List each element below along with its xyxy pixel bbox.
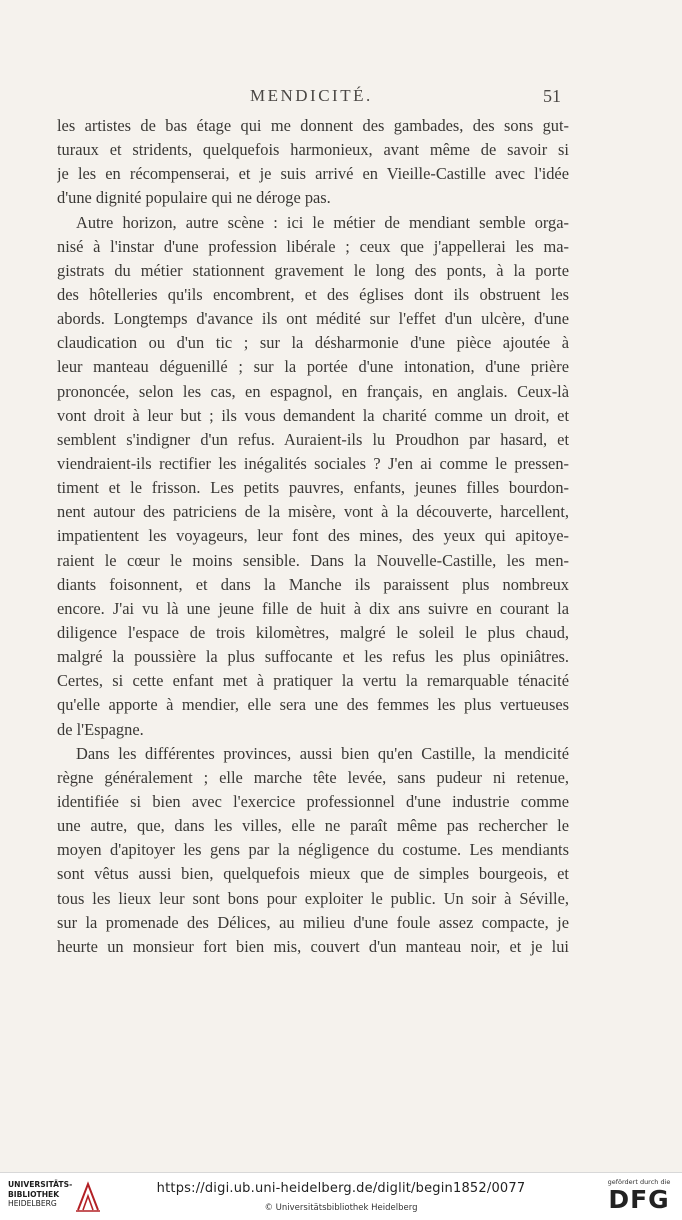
text-line: je les en récompenserai, et je suis arrivé en Vieille-Castille avec l'idée xyxy=(57,164,569,184)
viewer-footer xyxy=(0,1172,682,1220)
text-line: Dans les différentes provinces, aussi bien qu'en Castille, la mendicité xyxy=(76,743,569,763)
text-line: Autre horizon, autre scène : ici le métier de mendiant semble orga- xyxy=(76,212,569,232)
text-line: heurte un monsieur fort bien mis, couvert d'un manteau noir, et je lui xyxy=(57,936,569,956)
text-line: nent autour des patriciens de la misère, vont à la découverte, harcellent, xyxy=(57,502,569,522)
text-line: moyen d'apitoyer les gens par la négligence du costume. Les mendiants xyxy=(57,840,569,860)
text-line: sur la promenade des Délices, au milieu d'une foule assez compacte, je xyxy=(57,912,569,932)
text-line: tous les lieux leur sont bons pour exploiter le public. Un soir à Séville, xyxy=(57,888,569,908)
text-line: vont droit à leur but ; ils vous demandent la charité comme un droit, et xyxy=(57,405,569,425)
text-line: diligence l'espace de trois kilomètres, malgré le soleil le plus chaud, xyxy=(57,622,569,642)
page-number: 51 xyxy=(543,86,561,106)
funding-caption: gefördert durch die xyxy=(607,1178,671,1186)
text-line: gistrats du métier stationnent gravement le long des ponts, à la porte xyxy=(57,260,569,280)
body-text xyxy=(57,114,569,959)
text-line: une autre, que, dans les villes, elle ne paraît même pas rechercher le xyxy=(57,816,569,836)
text-line: claudication ou d'un tic ; sur la désharmonie d'une pièce ajoutée à xyxy=(57,333,569,353)
text-line: d'une dignité populaire qui ne déroge pas. xyxy=(57,188,331,208)
text-line: Certes, si cette enfant met à pratiquer la vertu la remarquable ténacité xyxy=(57,671,569,691)
running-head xyxy=(0,86,682,110)
text-line: diants foisonnent, et dans la Manche ils paraissent plus nombreux xyxy=(57,574,569,594)
copyright-notice: © Universitätsbibliothek Heidelberg xyxy=(264,1203,418,1213)
text-line: viendraient-ils rectifier les inégalités sociales ? J'en ai comme le pressen- xyxy=(57,453,569,473)
text-line: abords. Longtemps d'avance ils ont médité sur l'effet d'un ulcère, d'une xyxy=(57,309,569,329)
text-line: impatientent les voyageurs, leur font des mines, des yeux qui apitoye- xyxy=(57,526,569,546)
text-line: règne généralement ; elle marche tête levée, sans pudeur ni retenue, xyxy=(57,767,569,787)
text-line: encore. J'ai vu là une jeune fille de huit à dix ans suivre en courant la xyxy=(57,598,569,618)
text-line: de l'Espagne. xyxy=(57,719,144,739)
text-line: turaux et stridents, quelquefois harmonieux, avant même de savoir si xyxy=(57,140,569,160)
text-line: sont vêtus aussi bien, quelquefois mieux que de simples bourgeois, et xyxy=(57,864,569,884)
text-line: leur manteau déguenillé ; sur la portée d'une intonation, d'une prière xyxy=(57,357,569,377)
running-title: MENDICITÉ. xyxy=(250,86,373,105)
dfg-funding-logo[interactable] xyxy=(604,1178,674,1218)
text-line: prononcée, selon les cas, en espagnol, en français, en anglais. Ceux-là xyxy=(57,381,569,401)
text-line: les artistes de bas étage qui me donnent des gambades, des sons gut- xyxy=(57,116,569,135)
library-name: UNIVERSITÄTS- BIBLIOTHEK HEIDELBERG xyxy=(8,1180,73,1209)
text-line: des hôtelleries qu'ils encombrent, et des églises dont ils obstruent les xyxy=(57,284,569,304)
text-line: nisé à l'instar d'une profession libérale ; ceux que j'appellerai les ma- xyxy=(57,236,569,256)
text-line: malgré la poussière la plus suffocante et les refus les plus opiniâtres. xyxy=(57,647,569,667)
page-url-link[interactable]: https://digi.ub.uni-heidelberg.de/diglit/begin1852/0077 xyxy=(156,1181,526,1196)
text-line: raient le cœur le moins sensible. Dans la Nouvelle-Castille, les men- xyxy=(57,550,569,570)
text-line: timent et le frisson. Les petits pauvres, enfants, jeunes filles bourdon- xyxy=(57,478,569,498)
text-line: semblent s'indigner d'un refus. Auraient-ils lu Proudhon par hasard, et xyxy=(57,429,569,449)
text-line: identifiée si bien avec l'exercice professionnel d'une industrie comme xyxy=(57,791,569,811)
text-line: qu'elle apporte à mendier, elle sera une des femmes les plus vertueuses xyxy=(57,695,569,715)
dfg-wordmark: DFG xyxy=(608,1185,670,1214)
